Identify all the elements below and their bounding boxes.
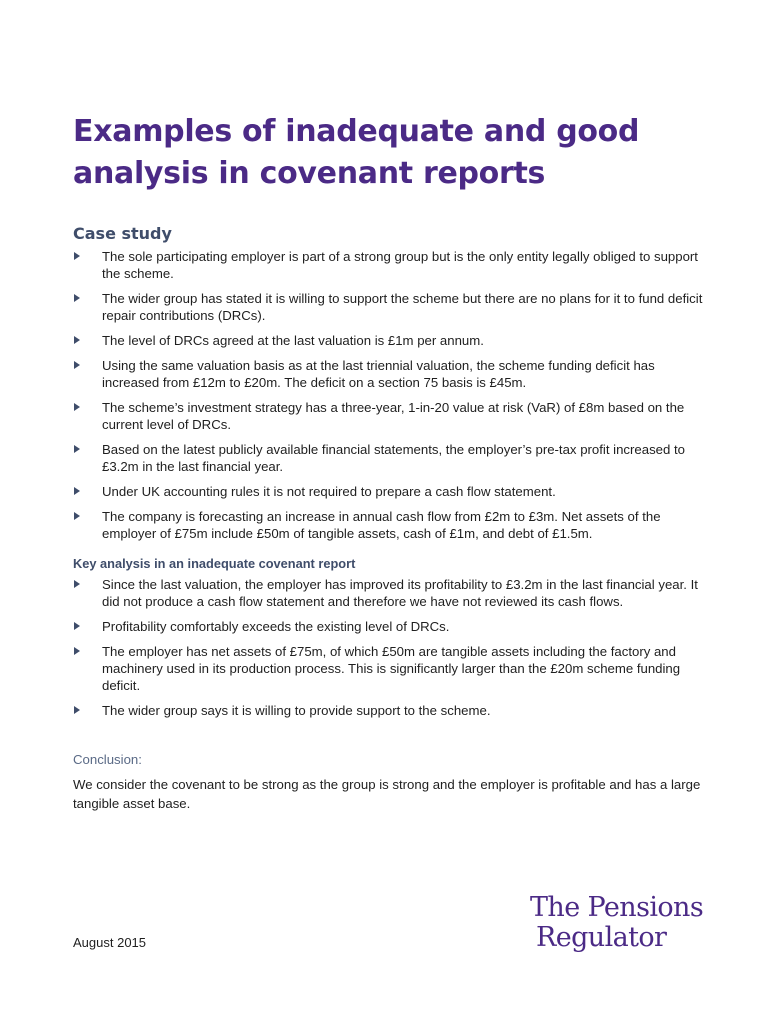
list-item-text: The sole participating employer is part of a strong group but is the only entity legally obliged to support the scheme. xyxy=(102,249,698,281)
list-item-text: Under UK accounting rules it is not required to prepare a cash flow statement. xyxy=(102,484,556,499)
triangle-bullet-icon xyxy=(74,336,80,344)
list-item-text: The wider group says it is willing to provide support to the scheme. xyxy=(102,703,491,718)
triangle-bullet-icon xyxy=(74,647,80,655)
case-study-list xyxy=(73,248,703,550)
list-item xyxy=(73,702,703,719)
triangle-bullet-icon xyxy=(74,252,80,260)
list-item-text: Using the same valuation basis as at the last triennial valuation, the scheme funding deficit has increased from £12m to £20m. The deficit on a section 75 basis is £45m. xyxy=(102,358,655,390)
list-item xyxy=(73,576,703,610)
list-item-text: Profitability comfortably exceeds the existing level of DRCs. xyxy=(102,619,450,634)
list-item xyxy=(73,508,703,542)
conclusion-text: We consider the covenant to be strong as the group is strong and the employer is profitable and has a large tangible asset base. xyxy=(73,777,701,811)
triangle-bullet-icon xyxy=(74,294,80,302)
list-item xyxy=(73,332,703,349)
analysis-heading: Key analysis in an inadequate covenant report xyxy=(73,556,356,571)
triangle-bullet-icon xyxy=(74,512,80,520)
analysis-list xyxy=(73,576,703,727)
list-item-text: The level of DRCs agreed at the last valuation is £1m per annum. xyxy=(102,333,484,348)
list-item-text: The company is forecasting an increase in annual cash flow from £2m to £3m. Net assets of the employer of £75m include £50m of tangible assets, cash of £1m, and debt of £1.5m. xyxy=(102,509,661,541)
triangle-bullet-icon xyxy=(74,487,80,495)
triangle-bullet-icon xyxy=(74,403,80,411)
list-item-text: The scheme’s investment strategy has a three-year, 1-in-20 value at risk (VaR) of £8m based on the current level of DRCs. xyxy=(102,400,685,432)
list-item xyxy=(73,643,703,694)
list-item xyxy=(73,357,703,391)
triangle-bullet-icon xyxy=(74,361,80,369)
list-item xyxy=(73,441,703,475)
case-study-heading: Case study xyxy=(73,224,172,243)
conclusion-label: Conclusion: xyxy=(73,752,142,767)
list-item xyxy=(73,618,703,635)
list-item-text: Based on the latest publicly available financial statements, the employer’s pre-tax profit increased to £3.2m in the last financial year. xyxy=(102,442,686,474)
list-item-text: The employer has net assets of £75m, of which £50m are tangible assets including the factory and machinery used in its production process. This is significantly larger than the £20m scheme funding deficit. xyxy=(102,644,681,693)
list-item xyxy=(73,399,703,433)
list-item xyxy=(73,290,703,324)
triangle-bullet-icon xyxy=(74,580,80,588)
list-item-text: The wider group has stated it is willing to support the scheme but there are no plans for it to fund deficit repair contributions (DRCs). xyxy=(102,291,703,323)
triangle-bullet-icon xyxy=(74,706,80,714)
logo-line-1: The Pensions xyxy=(530,892,704,923)
page-title: Examples of inadequate and good analysis in covenant reports xyxy=(73,114,640,191)
list-item-text: Since the last valuation, the employer has improved its profitability to £3.2m in the last financial year. It did not produce a cash flow statement and therefore we have not reviewed its cash flows. xyxy=(102,577,698,609)
pensions-regulator-logo xyxy=(530,893,703,953)
logo-line-2: Regulator xyxy=(536,922,667,953)
triangle-bullet-icon xyxy=(74,622,80,630)
triangle-bullet-icon xyxy=(74,445,80,453)
list-item xyxy=(73,483,703,500)
list-item xyxy=(73,248,703,282)
publication-date: August 2015 xyxy=(73,935,147,950)
